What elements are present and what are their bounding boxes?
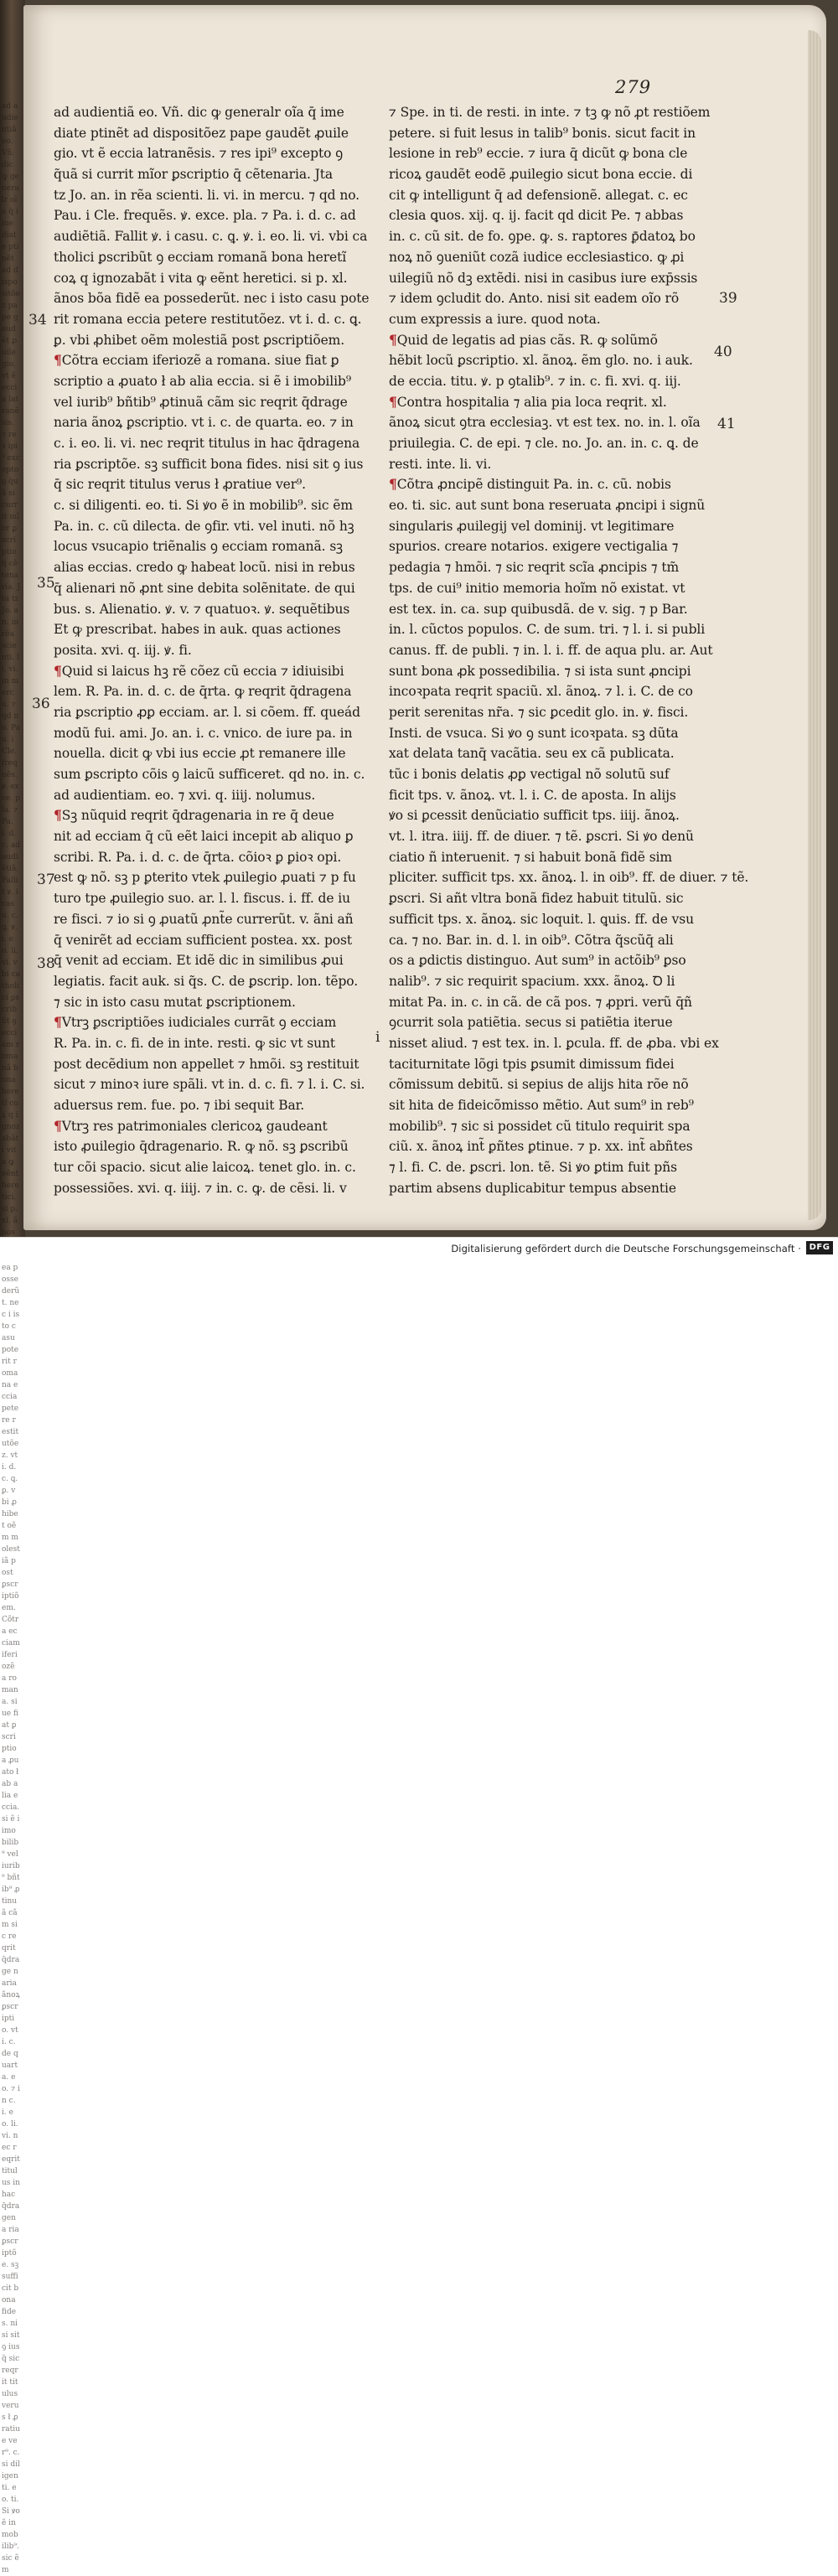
margin-number-39: 39 [719, 290, 737, 307]
text-line: ricoꝝ gaudẽt eodẽ ꝓuilegio sicut bona eccie. di [389, 167, 693, 183]
text-line: Pau. i Cle. frequẽs. ꝟ. exce. pla. ⁊ Pa. i. d. c. ad [54, 208, 356, 224]
text-line: cit ꝙ intelligunt q̄ ad defensionẽ. allegat. c. ec [389, 187, 688, 203]
text-line-content: Contra hospitalia ⁊ alia pia loca reqrit. xl. [396, 394, 667, 410]
text-line-content: Vtrꝫ res patrimoniales clericoꝝ gaudeant [61, 1118, 328, 1134]
text-line [54, 1012, 385, 1033]
text-line: cõmissum debitũ. si sepius de alijs hita rõe nõ [389, 1077, 689, 1093]
text-line: turo tpe ꝓuilegio suo. ar. l. l. fiscus. i. ff. de iu [54, 891, 350, 907]
text-line: os a ꝑdictis distinguo. Aut sum⁹ in actõib⁹ ꝑso [389, 953, 686, 969]
text-line: q̃uã si currit mĩor ꝑscriptio q̄ cẽtenaria. Jta [54, 167, 334, 183]
text-line: possessiões. xvi. q. iiij. ⁊ in. c. ꝙ. de cẽsi. li. v [54, 1180, 347, 1196]
signature-mark: i [375, 1029, 380, 1046]
text-line: coꝝ q ignozabãt i vita ꝙ eẽnt heretici. si p. xl. [54, 270, 348, 286]
footer-bar [0, 1237, 838, 1260]
text-line: tz Jo. an. in rẽa scienti. li. vi. in mercu. ⁊ qd no. [54, 187, 360, 203]
text-line: R. Pa. in. c. fi. de in inte. resti. ꝙ sic vt sunt [54, 1035, 336, 1051]
margin-number-36: 36 [32, 696, 50, 712]
book-spine [0, 0, 25, 2574]
text-line: ãnos bõa fidẽ ea possederũt. nec i isto casu pote [54, 291, 370, 307]
text-line: est tex. in. ca. sup quibusdã. de v. sig. ⁊ p Bar. [389, 601, 688, 617]
text-line: sit hita de fideicõmisso mẽtio. Aut sum⁹ in reb⁹ [389, 1098, 694, 1113]
text-line: bus. s. Alienatio. ꝟ. v. ⁊ quatuoꝛ. ꝟ. sequẽtibus [54, 601, 350, 617]
text-line: rit romana eccia petere restitutõez. vt i. d. c. ꝗ. [54, 311, 362, 327]
text-line: tholici ꝑscribũt ꝯ ecciam romanã bona heretĩ [54, 249, 347, 265]
text-line-content: Quid de legatis ad pias cãs. R. ꝙ solũmõ [396, 332, 658, 348]
text-line: ⁊ sic in isto casu mutat ꝑscriptionem. [54, 994, 296, 1010]
text-line: xat delata tanq̄ vacãtia. seu ex cã publicata. [389, 746, 675, 762]
margin-number-40: 40 [714, 344, 732, 360]
text-line: q̄ venirẽt ad ecciam sufficient postea. xx. post [54, 932, 353, 948]
text-line: scriptio a ꝓuato ł ab alia eccia. si ẽ i imobilib⁹ [54, 373, 351, 389]
text-line: Insti. de vsuca. Si ꝟo ꝯ sunt icoꝛpata. sꝫ dũta [389, 725, 679, 741]
text-line: uilegiũ nõ dꝫ extẽdi. nisi in casibus iure exp̄ssis [389, 270, 698, 286]
margin-number-35: 35 [37, 575, 55, 592]
text-line: Et ꝙ prescribat. habes in auk. quas actiones [54, 622, 341, 638]
text-line [54, 1116, 385, 1137]
text-line: tũc i bonis delatis ꝓꝑ vectigal nõ solutũ suf [389, 767, 670, 782]
text-line: spurios. creare notarios. exigere vectigalia ⁊ [389, 539, 679, 555]
text-line: resti. inte. li. vi. [389, 456, 492, 472]
text-line: Pa. in. c. cũ dilecta. de ꝯfir. vti. vel inuti. nõ hꝫ [54, 518, 354, 534]
text-line: audiẽtiã. Fallit ꝟ. i casu. c. ꝗ. ꝟ. i. eo. li. vi. vbi ca [54, 229, 368, 245]
text-line: ⁊ l. fi. C. de. ꝑscri. lon. tẽ. Si ꝟo ꝑtim fuit pñs [389, 1160, 677, 1176]
funding-notice: Digitalisierung gefördert durch die Deutsche Forschungsgemeinschaft · [451, 1243, 801, 1254]
text-line: sicut ⁊ minoꝛ iure spãli. vt in. d. c. fi. ⁊ l. i. C. si. [54, 1077, 365, 1093]
text-line: de eccia. titu. ꝟ. p ꝯtalib⁹. ⁊ in. c. fi. xvi. q. iij. [389, 373, 681, 389]
text-line: ⁊ Spe. in ti. de resti. in inte. ⁊ tꝫ ꝙ nõ ꝓt restiõem [389, 105, 711, 120]
text-line: q̄ venit ad ecciam. Et idẽ dic in similibus ꝓui [54, 953, 344, 969]
margin-number-38: 38 [37, 955, 55, 972]
text-line: ria ꝑscriptõe. sꝫ sufficit bona fides. nisi sit ꝯ ius [54, 456, 364, 472]
text-line: nalib⁹. ⁊ sic requirit spacium. xxx. ãnoꝝ. Ꝺ li [389, 973, 675, 989]
text-line: q̄ sic reqrit titulus verus ł ꝓratiue ver⁹. [54, 477, 306, 493]
text-line: ⁊ idem ꝯcludit do. Anto. nisi sit eadem oĩo rõ [389, 291, 680, 307]
text-line [389, 392, 716, 413]
text-line: noꝝ nõ ꝯueniũt cozã iudice ecclesiastico. ꝙ ꝓi [389, 249, 685, 265]
text-line: sunt bona ꝓk possedibilia. ⁊ si ista sunt ꝓncipi [389, 663, 691, 679]
text-line: re fisci. ⁊ io si ꝯ ꝓuatũ ꝓnt̃e currerũt. v. ãni añ [54, 911, 354, 927]
text-line: ria ꝑscriptio ꝓꝑ ecciam. ar. l. si cõem. ff. queád [54, 704, 361, 720]
text-line: pedagia ⁊ hmõi. ⁊ sic reqrit scĩa ꝓncipis ⁊ tm̃ [389, 560, 680, 576]
text-line-content: Cõtra ecciam iferiozẽ a romana. siue fiat ꝑ [61, 353, 339, 369]
text-line: vt. l. itra. iiij. ff. de diuer. ⁊ tẽ. ꝑscri. Si ꝟo denũ [389, 829, 694, 845]
margin-number-37: 37 [37, 872, 55, 888]
text-line: sum ꝑscripto cõis ꝯ laicũ sufficeret. qd no. in. c. [54, 767, 365, 782]
text-line: nit ad ecciam q̄ cũ eẽt laici incepit ab aliquo ꝑ [54, 829, 354, 845]
text-line: mitat Pa. in. c. in cã. de cã pos. ⁊ ꝓpri. verũ q̄ñ [389, 994, 692, 1010]
text-line: singularis ꝓuilegij vel dominij. vt legitimare [389, 518, 675, 534]
page-edges [808, 30, 821, 1220]
paragraph-mark-icon: ¶ [54, 352, 62, 369]
text-line: in. l. cũctos populos. C. de sum. tri. ⁊ l. i. si publi [389, 622, 706, 638]
text-line: isto ꝓuilegio q̄dragenario. R. ꝙ nõ. sꝫ ꝑscribũ [54, 1139, 349, 1155]
text-line: vel iurib⁹ bñtib⁹ ꝓtinuã cãm sic reqrit q̄drage [54, 394, 348, 410]
text-line: clesia ꝗuos. xij. q. ij. facit qd dicit Pe. ⁊ abbas [389, 208, 684, 224]
paragraph-mark-icon: ¶ [54, 807, 62, 824]
text-line: est ꝙ nõ. sꝫ p ꝑterito vtek ꝓuilegio ꝓuati ⁊ p fu [54, 870, 356, 886]
text-line [54, 805, 385, 826]
text-line: ꝑscri. Si añt vltra bonã fidez habuit titulũ. sic [389, 891, 684, 907]
text-line: cum expressis a iure. quod nota. [389, 311, 601, 327]
text-line: c. i. eo. li. vi. nec reqrit titulus in hac q̄dragena [54, 436, 360, 451]
text-line-content: Vtrꝫ ꝑscriptiões iudiciales currãt ꝯ ecciam [61, 1015, 337, 1031]
text-line: aduersus rem. fue. po. ⁊ ibi sequit Bar. [54, 1098, 305, 1113]
margin-number-41: 41 [717, 416, 736, 432]
text-line: tps. de cui⁹ initio memoria hoĩm nõ existat. vt [389, 580, 685, 596]
text-line: lem. R. Pa. in. d. c. de q̄rta. ꝙ reqrit q̄dragena [54, 684, 352, 700]
text-line: hẽbit locũ ꝑscriptio. xl. ãnoꝝ. ẽm glo. no. i auk. [389, 353, 693, 369]
text-line: ꝯcurrit sola patiẽtia. secus si patiẽtia iterue [389, 1015, 673, 1031]
text-line: eo. ti. sic. aut sunt bona reseruata ꝓncipi i signũ [389, 498, 706, 514]
text-line: gio. vt ẽ eccia latranẽsis. ⁊ res ipi⁹ excepto ꝯ [54, 146, 344, 162]
text-line-content: Sꝫ nũquid reqrit q̄dragenaria in re q̄ deue [61, 808, 334, 824]
text-line: sufficit tps. x. ãnoꝝ. sic loquit. l. ꝗuis. ff. de vsu [389, 911, 695, 927]
text-line: priuilegia. C. de epi. ⁊ cle. no. Jo. an. in. c. ꝗ. de [389, 436, 699, 451]
text-line-content: Cõtra ꝓncipẽ distinguit Pa. in. c. cũ. nobis [396, 477, 671, 493]
text-line: lesione in reb⁹ eccie. ⁊ iura q̄ dicũt ꝙ bona cle [389, 146, 688, 162]
spine-bleed-text: ad audientiã eo. Vñ. dic ꝙ generalr oĩa q̄ ime diate ptinẽt ad dispositõez pape gaudẽt ꝓuile gio. vt ẽ eccia latranẽsis. ⁊ res ipi⁹ excepto ꝯ q̃uã si currit mĩor ꝑscriptio q̄ cẽtenaria. Jta tz Jo. an. in rẽa scienti. li. vi. in mercu. ⁊ qd no. Pau. i Cle. frequẽs. ꝟ. exce. pla. ⁊ Pa. i. d. c. ad audiẽtiã. Fallit ꝟ. i casu. c. ꝗ. ꝟ. i. eo. li. vi. vbi ca tholici ꝑscribũt ꝯ ecciam romanã bona heretĩ coꝝ q ignozabãt i vita ꝙ eẽnt heretici. si p. xl. ãnos ea possederũt. nec i isto casu pote rit romana eccia petere restitutõez. vt i. d. c. ꝗ. ꝑ. vbi ꝓhibet oẽm molestiã post ꝑscriptiõem. Cõtra ecciam iferiozẽ a romana. siue fiat ꝑ scriptio a ꝓuato ł ab alia eccia. si ẽ i imobilib⁹ vel iurib⁹ bñtib⁹ ꝓtinuã cãm sic reqrit q̄drage naria ãnoꝝ ꝑscriptio. vt i. c. de quarta. eo. ⁊ in c. i. eo. li. vi. nec reqrit titulus in hac q̄dragena ria ꝑscriptõe. sꝫ sufficit bona fides. nisi sit ꝯ ius q̄ sic reqrit titulus verus ł ꝓratiue ver⁹. c. si diligenti. eo. ti. Si ꝟo ẽ in mobilib⁹. sic ẽm [2, 102, 20, 2574]
text-line: canus. ff. de publi. ⁊ in. l. i. ff. de aqua plu. ar. Aut [389, 642, 713, 658]
text-line: ad audientiam. eo. ⁊ xvi. q. iiij. nolumus. [54, 787, 316, 803]
text-line: naria ãnoꝝ ꝑscriptio. vt i. c. de quarta. eo. ⁊ in [54, 415, 354, 431]
text-line: incoꝛpata reqrit spaciũ. xl. ãnoꝝ. ⁊ l. i. C. de co [389, 684, 693, 700]
folio-number: 279 [615, 77, 652, 97]
text-line: pliciter. sufficit tps. xx. ãnoꝝ. l. in oib⁹. ff. de diuer. ⁊ tẽ. [389, 870, 749, 886]
text-line: q̄ alienari nõ ꝓnt sine debita solẽnitate. de qui [54, 580, 355, 596]
text-line: posita. xvi. q. iij. ꝟ. fi. [54, 642, 192, 658]
text-line: nouella. dicit ꝙ vbi ius eccie ꝓt remanere ille [54, 746, 346, 762]
text-line: perit serenitas nr̃a. ⁊ sic ꝑcedit glo. in. ꝟ. fisci. [389, 704, 689, 720]
paragraph-mark-icon: ¶ [389, 393, 397, 410]
text-line [54, 661, 385, 682]
dfg-logo-icon: DFG [806, 1241, 833, 1254]
text-line: ꝑ. vbi ꝓhibet oẽm molestiã post ꝑscriptiõem. [54, 332, 345, 348]
paragraph-mark-icon: ¶ [54, 662, 62, 679]
text-line: diate ptinẽt ad dispositõez pape gaudẽt ꝓuile [54, 125, 349, 141]
text-line: ad audientiã eo. Vñ. dic ꝙ generalr oĩa q̄ ime [54, 105, 344, 120]
text-line: c. si diligenti. eo. ti. Si ꝟo ẽ in mobilib⁹. sic ẽm [54, 498, 353, 514]
text-line: modũ fui. ami. Jo. an. i. c. vnico. de iure pa. in [54, 725, 353, 741]
text-line: ꝟo si ꝑcessit denũciatio sufficit tps. iiij. ãnoꝝ. [389, 808, 680, 824]
margin-number-34: 34 [28, 312, 47, 328]
text-line: ca. ⁊ no. Bar. in. d. l. in oib⁹. Cõtra q̃scũq̄ ali [389, 932, 674, 948]
text-line: alias eccias. credo ꝙ habeat locũ. nisi in rebus [54, 560, 355, 576]
paragraph-mark-icon: ¶ [54, 1014, 62, 1031]
text-line: partim absens duplicabitur tempus absentie [389, 1180, 676, 1196]
text-line: taciturnitate lõgi tpis ꝑsumit dimissum fidei [389, 1056, 675, 1072]
left-text-column [54, 102, 385, 1198]
text-line: ficit tps. v. ãnoꝝ. vt. l. i. C. de aposta. In alijs [389, 787, 676, 803]
text-line [54, 350, 385, 371]
text-line-content: Quid si laicus hꝫ rẽ cõez cũ eccia ⁊ idiuisibi [61, 663, 344, 679]
text-line: ciũ. x. ãnoꝝ int̃ ꝑñtes ꝑtinue. ⁊ p. xx. int̃ abñtes [389, 1139, 693, 1155]
text-line: ãnoꝝ sicut ꝯtra ecclesiaꝫ. vt est tex. no. in. l. oĩa [389, 415, 701, 431]
paragraph-mark-icon: ¶ [389, 476, 397, 493]
text-line: petere. si fuit lesus in talib⁹ bonis. sicut facit in [389, 125, 696, 141]
paragraph-mark-icon: ¶ [54, 1117, 62, 1134]
paragraph-mark-icon: ¶ [389, 331, 397, 348]
text-line: in. c. cũ sit. de fo. ꝯpe. ꝙ. s. raptores ꝑ̄datoꝝ bo [389, 229, 696, 245]
text-line: tur cõi spacio. sicut alie laicoꝝ. tenet glo. in. c. [54, 1160, 356, 1176]
text-line [389, 474, 716, 495]
text-line: scribi. R. Pa. i. d. c. de q̄rta. cõioꝛ ꝑ ꝑioꝛ opi. [54, 849, 342, 865]
text-line: ciatio ñ interuenit. ⁊ si habuit bonã fidẽ sim [389, 849, 673, 865]
text-line: locus vsucapio triẽnalis ꝯ ecciam romanã. sꝫ [54, 539, 343, 555]
text-line: legiatis. facit auk. si q̃s. C. de ꝑscrip. lon. tẽpo. [54, 973, 359, 989]
text-line: post decẽdium non appellet ⁊ hmõi. sꝫ restituit [54, 1056, 360, 1072]
text-line [389, 330, 716, 351]
text-line: nisset aliud. ⁊ est tex. in. l. ꝑcula. ff. de ꝓba. vbi ex [389, 1035, 719, 1051]
text-line: mobilib⁹. ⁊ sic si possidet cũ titulo requirit spa [389, 1118, 691, 1134]
